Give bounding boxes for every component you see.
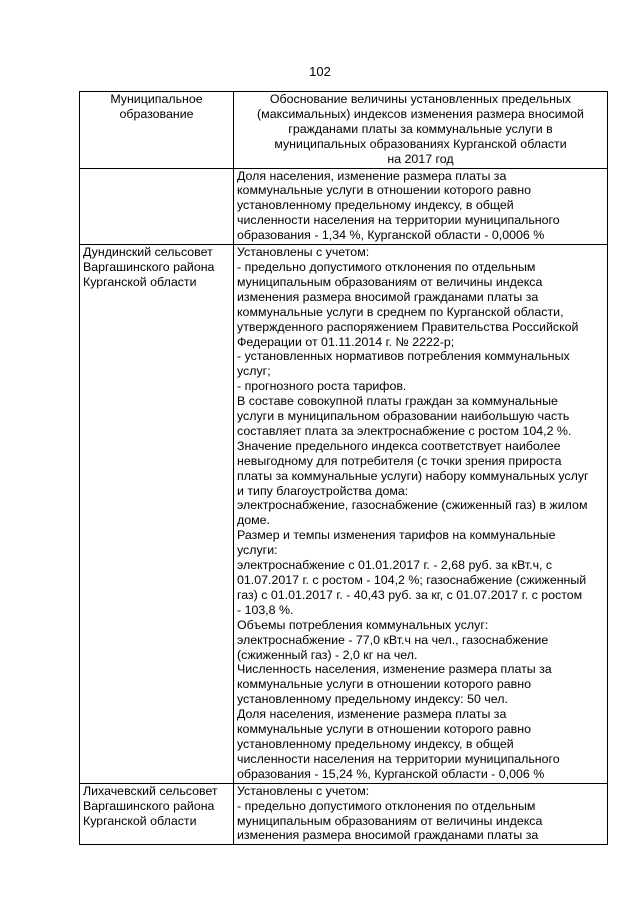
- page-number: 102: [309, 64, 331, 79]
- text-line: электроснабжение с 01.01.2017 г. - 2,68 руб. за кВт.ч, с: [237, 558, 553, 573]
- text-line: Размер и темпы изменения тарифов на коммунальные: [237, 528, 556, 543]
- text-line: коммунальные услуги в отношении которого равно: [237, 183, 531, 198]
- municipality-name-line: Варгашинского района: [83, 798, 215, 813]
- text-line: установленному предельному индексу, в общей: [237, 736, 514, 751]
- text-line: утвержденного распоряжением Правительства Российской: [237, 319, 579, 334]
- header-municipality-line: Муниципальное: [110, 92, 203, 106]
- text-line: услуги:: [237, 543, 278, 558]
- text-line: доме.: [237, 513, 270, 528]
- text-line: услуг;: [237, 364, 271, 379]
- text-line: Значение предельного индекса соответствует наиболее: [237, 438, 561, 453]
- header-justification-line: на 2017 год: [387, 151, 454, 166]
- header-justification-line: муниципальных образованиях Курганской области: [274, 136, 567, 151]
- justification-cell: [234, 783, 608, 845]
- text-line: Федерации от 01.11.2014 г. № 2222-р;: [237, 334, 455, 349]
- text-line: образования - 15,24 %, Курганской области - 0,006 %: [237, 766, 545, 781]
- text-line: В составе совокупной платы граждан за коммунальные: [237, 394, 558, 409]
- text-line: - предельно допустимого отклонения по отдельным: [237, 259, 536, 274]
- text-line: платы за коммунальные услуги) набору коммунальных услуг: [237, 468, 589, 483]
- municipality-cell: [80, 783, 234, 845]
- text-line: коммунальные услуги в среднем по Курганской области,: [237, 304, 564, 319]
- text-line: услуги в муниципальном образовании наибольшую часть: [237, 409, 570, 424]
- table-row: [80, 783, 608, 845]
- municipality-name-line: Лихачевский сельсовет: [83, 783, 218, 798]
- table-header-row: [80, 92, 608, 169]
- text-line: составляет плата за электроснабжение с ростом 104,2 %.: [237, 423, 572, 438]
- municipality-name-line: Варгашинского района: [83, 259, 215, 274]
- justification-table: [79, 91, 608, 845]
- municipality-cell: [80, 245, 234, 784]
- text-line: изменения размера вносимой гражданами платы за: [237, 289, 539, 304]
- text-line: электроснабжение, газоснабжение (сжиженный газ) в жилом: [237, 498, 588, 513]
- municipality-name-line: Курганской области: [83, 813, 197, 828]
- text-line: - прогнозного роста тарифов.: [237, 379, 407, 394]
- table-row: [80, 245, 608, 784]
- text-line: установленному предельному индексу: 50 чел.: [237, 692, 508, 707]
- text-line: - установленных нормативов потребления коммунальных: [237, 349, 570, 364]
- header-justification-cell: [234, 92, 608, 169]
- text-line: изменения размера вносимой гражданами платы за: [237, 828, 539, 843]
- header-justification-line: (максимальных) индексов изменения размера вносимой: [257, 106, 584, 121]
- text-line: - предельно допустимого отклонения по отдельным: [237, 798, 536, 813]
- text-line: численности населения на территории муниципального: [237, 213, 560, 228]
- header-municipality-line: образование: [119, 106, 194, 121]
- justification-cell: [234, 168, 608, 245]
- header-justification-line: гражданами платы за коммунальные услуги в: [288, 121, 553, 136]
- text-line: муниципальным образованиям от величины индекса: [237, 274, 543, 289]
- text-line: Объемы потребления коммунальных услуг:: [237, 617, 489, 632]
- text-line: Доля населения, изменение размера платы за: [237, 168, 507, 183]
- text-line: муниципальным образованиям от величины индекса: [237, 813, 543, 828]
- text-line: Численность населения, изменение размера платы за: [237, 662, 552, 677]
- table-row: [80, 168, 608, 245]
- text-line: - 103,8 %.: [237, 602, 294, 617]
- text-line: Установлены с учетом:: [237, 245, 370, 260]
- municipality-name-line: Курганской области: [83, 274, 197, 289]
- text-line: образования - 1,34 %, Курганской области - 0,0006 %: [237, 228, 545, 243]
- text-line: коммунальные услуги в отношении которого равно: [237, 722, 531, 737]
- text-line: численности населения на территории муниципального: [237, 751, 560, 766]
- text-line: 01.07.2017 г. с ростом - 104,2 %; газоснабжение (сжиженный: [237, 573, 587, 587]
- text-line: (сжиженный газ) - 2,0 кг на чел.: [237, 647, 418, 662]
- justification-cell: [234, 245, 608, 784]
- text-line: Доля населения, изменение размера платы за: [237, 707, 507, 722]
- text-line: Установлены с учетом:: [237, 783, 370, 798]
- header-municipality-cell: [80, 92, 234, 169]
- text-line: невыгодному для потребителя (с точки зрения прироста: [237, 453, 562, 468]
- text-line: и типу благоустройства дома:: [237, 483, 409, 498]
- municipality-name-line: Дундинский сельсовет: [83, 245, 213, 260]
- text-line: электроснабжение - 77,0 кВт.ч на чел., газоснабжение: [237, 632, 549, 647]
- text-line: газ) с 01.01.2017 г. - 40,43 руб. за кг, с 01.07.2017 г. с ростом: [237, 587, 583, 602]
- municipality-cell: [80, 168, 234, 245]
- text-line: коммунальные услуги в отношении которого равно: [237, 677, 531, 692]
- header-justification-line: Обоснование величины установленных предельных: [269, 92, 572, 106]
- text-line: установленному предельному индексу, в общей: [237, 198, 514, 213]
